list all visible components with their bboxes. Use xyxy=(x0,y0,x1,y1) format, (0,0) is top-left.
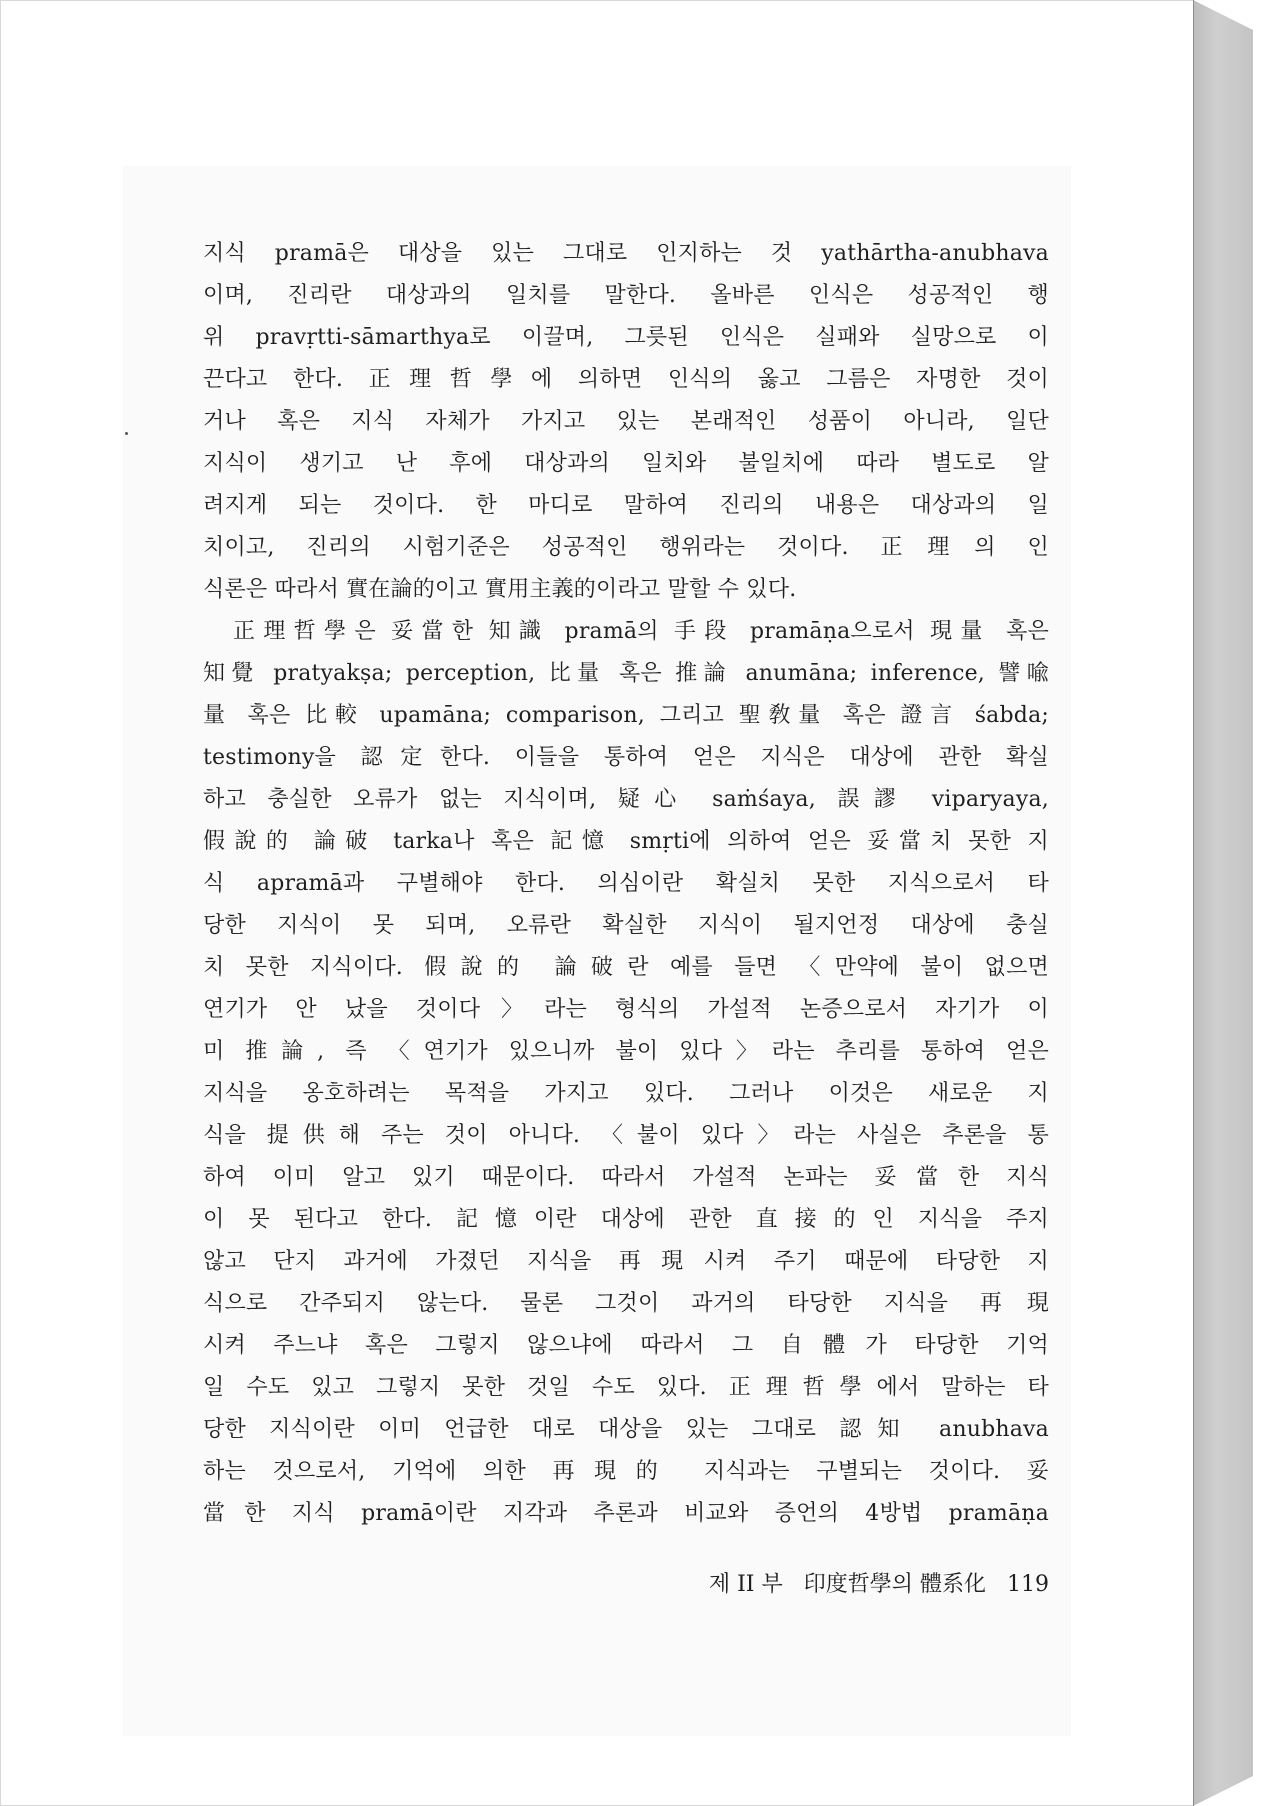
text-line: 당한 지식이란 이미 언급한 대로 대상을 있는 그대로 認知 anubhava xyxy=(203,1417,1049,1442)
scan-speck xyxy=(125,432,128,435)
text-line: 당한 지식이 못 되며, 오류란 확실한 지식이 될지언정 대상에 충실 xyxy=(203,913,1049,938)
text-line: 하고 충실한 오류가 없는 지식이며, 疑心 saṁśaya, 誤謬 viparyaya, xyxy=(203,787,1049,812)
text-line: 거나 혹은 지식 자체가 가지고 있는 본래적인 성품이 아니라, 일단 xyxy=(203,409,1049,434)
running-footer xyxy=(203,1565,1049,1605)
text-line: 正理哲學은 妥當한 知識 pramā의 手段 pramāṇa으로서 現量 혹은 xyxy=(233,619,1049,644)
text-line: 식을 提供해 주는 것이 아니다. 〈불이 있다〉라는 사실은 추론을 통 xyxy=(203,1123,1049,1148)
text-line: 끈다고 한다. 正理哲學에 의하면 인식의 옳고 그름은 자명한 것이 xyxy=(203,367,1049,392)
text-line: 하여 이미 알고 있기 때문이다. 따라서 가설적 논파는 妥當한 지식 xyxy=(203,1165,1049,1190)
footer-part: 제 II 부 xyxy=(708,1572,783,1597)
text-line: 假說的 論破 tarka나 혹은 記憶 smṛti에 의하여 얻은 妥當치 못한 지 xyxy=(203,829,1049,854)
text-line: 미 推論, 즉 〈연기가 있으니까 불이 있다〉라는 추리를 통하여 얻은 xyxy=(203,1039,1049,1064)
text-line: 지식 pramā은 대상을 있는 그대로 인지하는 것 yathārtha-anubhava xyxy=(203,241,1049,266)
text-line: 식 apramā과 구별해야 한다. 의심이란 확실치 못한 지식으로서 타 xyxy=(203,871,1049,896)
text-line: 量 혹은 比較 upamāna; comparison, 그리고 聖敎量 혹은 證言 śabda; xyxy=(203,703,1049,728)
book-thickness-edge xyxy=(1193,0,1253,1806)
text-line: 이며, 진리란 대상과의 일치를 말한다. 올바른 인식은 성공적인 행 xyxy=(203,283,1049,308)
text-line: 연기가 안 났을 것이다〉라는 형식의 가설적 논증으로서 자기가 이 xyxy=(203,997,1049,1022)
page-number: 119 xyxy=(1007,1572,1049,1597)
text-line: 지식을 옹호하려는 목적을 가지고 있다. 그러나 이것은 새로운 지 xyxy=(203,1081,1049,1106)
text-line: 일 수도 있고 그렇지 못한 것일 수도 있다. 正理哲學에서 말하는 타 xyxy=(203,1375,1049,1400)
text-line: 이 못 된다고 한다. 記憶이란 대상에 관한 直接的인 지식을 주지 xyxy=(203,1207,1049,1232)
text-line: 知覺 pratyakṣa; perception, 比量 혹은 推論 anumāna; inference, 譬喩 xyxy=(203,661,1049,686)
text-line: 치 못한 지식이다. 假說的 論破란 예를 들면 〈만약에 불이 없으면 xyxy=(203,955,1049,980)
text-line: 식론은 따라서 實在論的이고 實用主義的이라고 말할 수 있다. xyxy=(203,577,797,602)
text-line: 위 pravṛtti-sāmarthya로 이끌며, 그릇된 인식은 실패와 실망으로 이 xyxy=(203,325,1049,350)
text-line: 하는 것으로서, 기억에 의한 再現的 지식과는 구별되는 것이다. 妥 xyxy=(203,1459,1049,1484)
text-line: 않고 단지 과거에 가졌던 지식을 再現시켜 주기 때문에 타당한 지 xyxy=(203,1249,1049,1274)
body-text xyxy=(203,233,1049,1535)
text-line: 시켜 주느냐 혹은 그렇지 않으냐에 따라서 그 自體가 타당한 기억 xyxy=(203,1333,1049,1358)
text-line: testimony을 認定한다. 이들을 통하여 얻은 지식은 대상에 관한 확실 xyxy=(203,745,1049,770)
text-line: 식으로 간주되지 않는다. 물론 그것이 과거의 타당한 지식을 再現 xyxy=(203,1291,1049,1316)
text-line: 지식이 생기고 난 후에 대상과의 일치와 불일치에 따라 별도로 알 xyxy=(203,451,1049,476)
text-line: 當한 지식 pramā이란 지각과 추론과 비교와 증언의 4방법 pramāṇa xyxy=(203,1501,1049,1526)
text-line: 려지게 되는 것이다. 한 마디로 말하여 진리의 내용은 대상과의 일 xyxy=(203,493,1049,518)
text-line: 치이고, 진리의 시험기준은 성공적인 행위라는 것이다. 正理의 인 xyxy=(203,535,1049,560)
footer-section-title: 印度哲學의 體系化 xyxy=(803,1572,986,1597)
